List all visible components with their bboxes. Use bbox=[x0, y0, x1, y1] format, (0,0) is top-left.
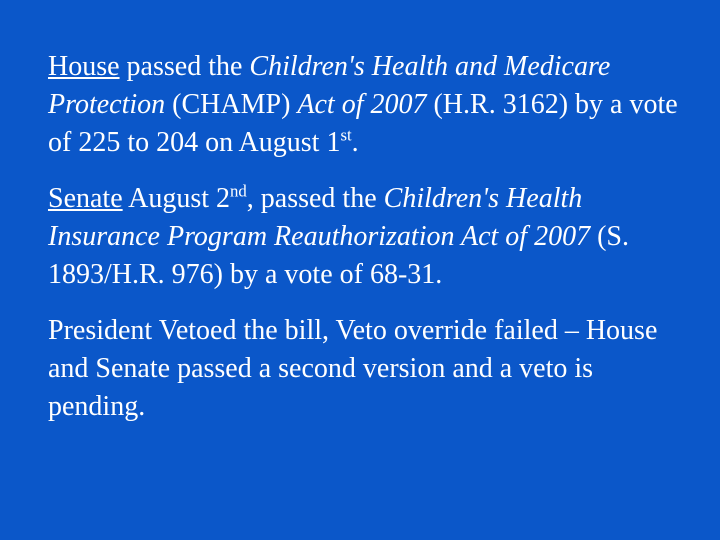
senate-label: Senate bbox=[48, 183, 123, 214]
paragraph-senate-vote bbox=[48, 180, 688, 294]
senate-text-1: August 2 bbox=[122, 183, 230, 214]
senate-text-2: , passed the bbox=[246, 183, 384, 214]
house-text-4: . bbox=[351, 127, 359, 158]
house-bill-year: Act of 2007 bbox=[297, 89, 427, 120]
house-text-2: (CHAMP) bbox=[165, 89, 298, 120]
slide-body bbox=[48, 48, 688, 444]
paragraph-house-vote bbox=[48, 48, 688, 162]
house-text-1: passed the bbox=[119, 51, 250, 82]
house-date-suffix: st bbox=[340, 125, 352, 145]
senate-text-3: (S. 1893/H.R. 976) by a vote of 68-31. bbox=[48, 221, 629, 290]
house-bill-name: Children's Health and Medicare Protection bbox=[48, 51, 611, 120]
senate-date-suffix: nd bbox=[230, 181, 247, 201]
house-text-3: (H.R. 3162) by a vote of 225 to 204 on August 1 bbox=[48, 89, 678, 158]
senate-bill-name: Children's Health Insurance Program Reauthorization Act of 2007 bbox=[48, 183, 591, 252]
house-label: House bbox=[48, 51, 120, 82]
paragraph-veto-status: President Vetoed the bill, Veto override failed – House and Senate passed a second version and a veto is pending. bbox=[48, 315, 658, 422]
